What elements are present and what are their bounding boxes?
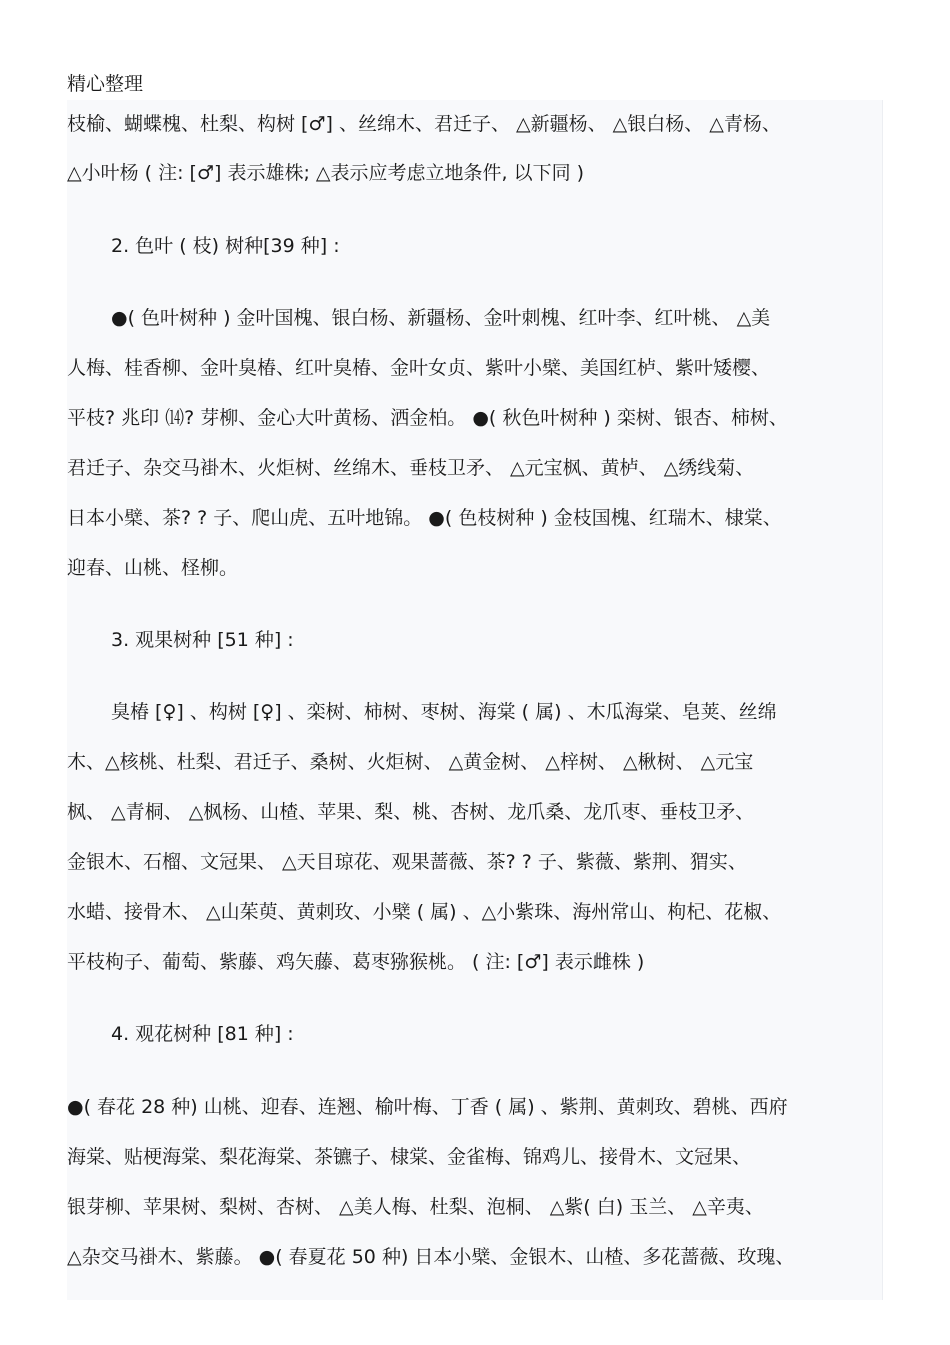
page-header-note: 精心整理	[67, 73, 144, 95]
text-line: 平枝? 兆印 ⒁? 芽柳、金心大叶黄杨、洒金柏。 ●( 秋色叶树种 ) 栾树、银杏、柿树、	[67, 407, 788, 429]
text-line: 日本小檗、茶? ? 子、爬山虎、五叶地锦。 ●( 色枝树种 ) 金枝国槐、红瑞木、棣棠、	[67, 507, 782, 529]
text-line: 臭椿 [♀] 、构树 [♀] 、栾树、柿树、枣树、海棠 ( 属) 、木瓜海棠、皂荚、丝绵	[111, 701, 777, 723]
text-line: 平枝枸子、葡萄、紫藤、鸡矢藤、葛枣猕猴桃。 ( 注: [♂] 表示雌株 )	[67, 951, 645, 973]
text-line: △小叶杨 ( 注: [♂] 表示雄株; △表示应考虑立地条件, 以下同 )	[67, 162, 585, 184]
text-line: 银芽柳、苹果树、梨树、杏树、 △美人梅、杜梨、泡桐、 △紫( 白) 玉兰、 △辛夷、	[67, 1196, 764, 1218]
text-line: 枝榆、蝴蝶槐、杜梨、构树 [♂] 、丝绵木、君迁子、 △新疆杨、 △银白杨、 △青杨、	[67, 113, 781, 135]
text-line: 枫、 △青桐、 △枫杨、山楂、苹果、梨、桃、杏树、龙爪桑、龙爪枣、垂枝卫矛、	[67, 801, 755, 823]
text-line: ●( 春花 28 种) 山桃、迎春、连翘、榆叶梅、丁香 ( 属) 、紫荆、黄刺玫、碧桃、西府	[67, 1096, 788, 1118]
text-line: △杂交马褂木、紫藤。 ●( 春夏花 50 种) 日本小檗、金银木、山楂、多花蔷薇、玫瑰、	[67, 1246, 795, 1268]
text-line: 君迁子、杂交马褂木、火炬树、丝绵木、垂枝卫矛、 △元宝枫、黄栌、 △绣线菊、	[67, 457, 755, 479]
section-heading: 2. 色叶 ( 枝) 树种[39 种] :	[111, 235, 340, 257]
document-body	[67, 100, 883, 1300]
section-heading: 4. 观花树种 [81 种] :	[111, 1023, 294, 1045]
text-line: 迎春、山桃、柽柳。	[67, 557, 239, 579]
text-line: 人梅、桂香柳、金叶臭椿、红叶臭椿、金叶女贞、紫叶小檗、美国红栌、紫叶矮樱、	[67, 357, 771, 379]
section-heading: 3. 观果树种 [51 种] :	[111, 629, 294, 651]
text-line: ●( 色叶树种 ) 金叶国槐、银白杨、新疆杨、金叶刺槐、红叶李、红叶桃、 △美	[111, 307, 771, 329]
text-line: 水蜡、接骨木、 △山茱萸、黄刺玫、小檗 ( 属) 、△小紫珠、海州常山、枸杞、花椒、	[67, 901, 782, 923]
text-line: 海棠、贴梗海棠、梨花海棠、茶镳子、棣棠、金雀梅、锦鸡儿、接骨木、文冠果、	[67, 1146, 752, 1168]
text-line: 木、△核桃、杜梨、君迁子、桑树、火炬树、 △黄金树、 △梓树、 △楸树、 △元宝	[67, 751, 754, 773]
text-line: 金银木、石榴、文冠果、 △天目琼花、观果蔷薇、茶? ? 子、紫薇、紫荆、猬实、	[67, 851, 747, 873]
